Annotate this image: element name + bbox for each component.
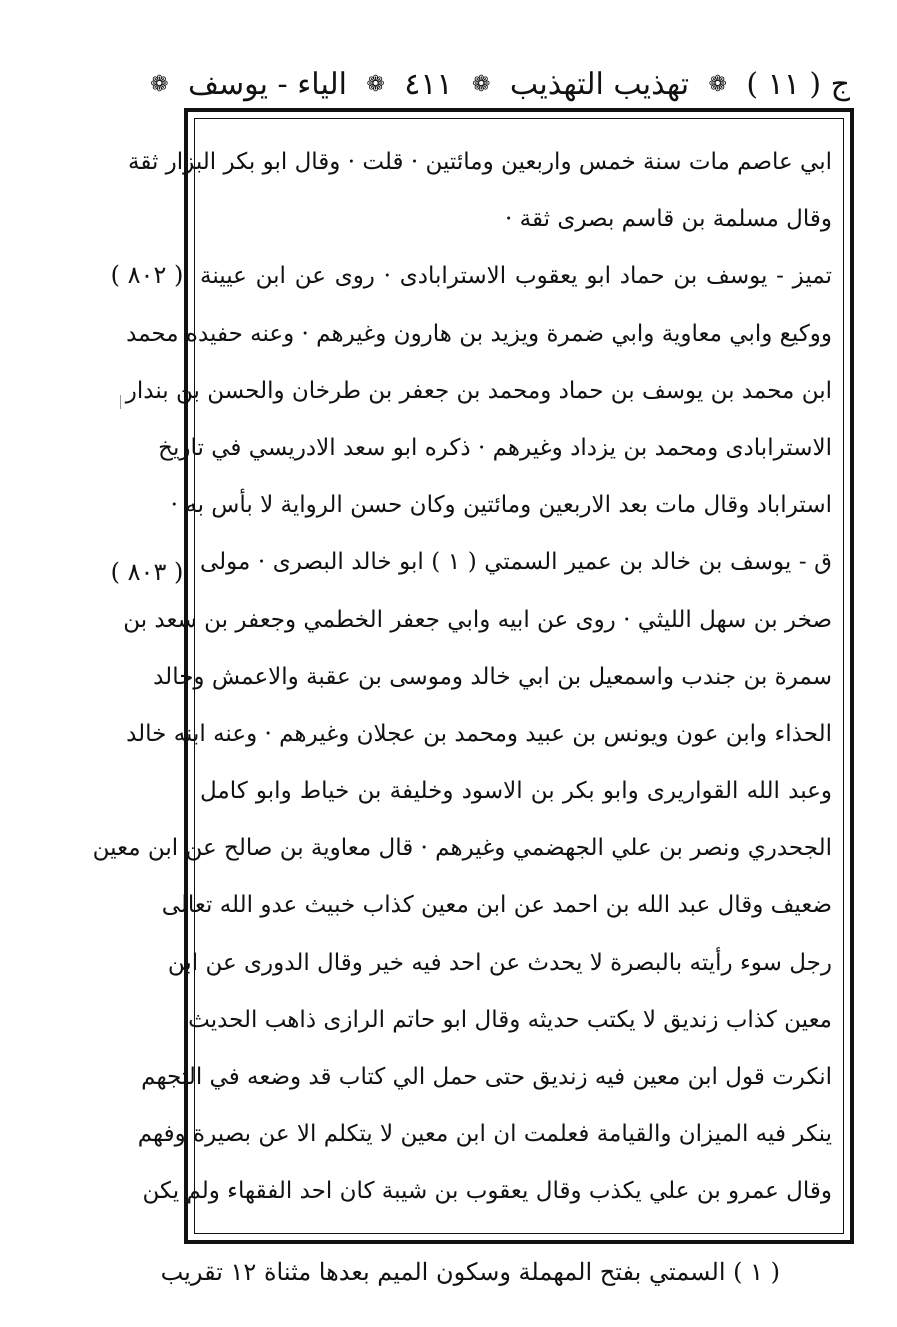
text-line: وقال مسلمة بن قاسم بصرى ثقة ·	[505, 206, 832, 233]
text-line: انكرت قول ابن معين فيه زنديق حتى حمل الي كتاب قد وضعه في التجهم	[141, 1064, 832, 1090]
text-line: معين كذاب زنديق لا يكتب حديثه وقال ابو حاتم الرازى ذاهب الحديث	[188, 1006, 832, 1033]
text-line: ووكيع وابي معاوية وابي ضمرة ويزيد بن هارون وغيرهم · وعنه حفيده محمد	[126, 320, 832, 347]
book-title: تهذيب التهذيب	[509, 67, 690, 102]
volume-label: ج ( ١١ )	[746, 67, 850, 102]
text-line: ق - يوسف بن خالد بن عمير السمتي ( ١ ) ابو خالد البصرى · مولى	[200, 549, 832, 576]
text-line: وعبد الله القواريرى وابو بكر بن الاسود وخليفة بن خياط وابو كامل	[200, 778, 832, 805]
text-line: صخر بن سهل الليثي · روى عن ابيه وابي جعفر الخطمي وجعفر بن سعد بن	[123, 606, 832, 633]
text-line: ينكر فيه الميزان والقيامة فعلمت ان ابن معين لا يتكلم الا عن بصيرة وفهم	[137, 1121, 832, 1148]
ornament-icon: ❁	[708, 72, 727, 97]
text-line: رجل سوء رأيته بالبصرة لا يحدث عن احد فيه خير وقال الدورى عن ابن	[167, 949, 832, 976]
text-line: وقال عمرو بن علي يكذب وقال يعقوب بن شيبة كان احد الفقهاء ولم يكن	[142, 1178, 832, 1205]
entry-number-803: ( ٨٠٣ )	[110, 558, 184, 586]
text-line: ابي عاصم مات سنة خمس واربعين ومائتين · قلت · وقال ابو بكر البزار ثقة	[127, 149, 832, 175]
text-line: ابن محمد بن يوسف بن حماد ومحمد بن جعفر بن طرخان والحسن بن بندار	[125, 377, 832, 404]
page-header	[150, 62, 850, 108]
section-label: الياء - يوسف	[187, 67, 347, 102]
text-line: استراباد وقال مات بعد الاربعين ومائتين وكان حسن الرواية لا بأس به ·	[170, 492, 832, 519]
text-line: الاسترابادى ومحمد بن يزداد وغيرهم · ذكره ابو سعد الادريسي في تاريخ	[158, 434, 832, 461]
text-line: سمرة بن جندب واسمعيل بن ابي خالد وموسى بن عقبة والاعمش وخالد	[153, 663, 832, 690]
margin-mark	[120, 395, 121, 409]
ornament-icon: ❁	[366, 72, 385, 97]
text-line: ضعيف وقال عبد الله بن احمد عن ابن معين كذاب خبيث عدو الله تعالى	[161, 892, 832, 919]
text-line: تميز - يوسف بن حماد ابو يعقوب الاسترابادى · روى عن ابن عيينة	[200, 263, 832, 290]
ornament-icon: ❁	[472, 72, 491, 97]
page-number: ٤١١	[404, 67, 453, 102]
entry-number-802: ( ٨٠٢ )	[110, 261, 184, 289]
text-line: الجحدري ونصر بن علي الجهضمي وغيرهم · قال معاوية بن صالح عن ابن معين	[92, 835, 832, 862]
text-line: الحذاء وابن عون ويونس بن عبيد ومحمد بن عجلان وغيرهم · وعنه ابنه خالد	[126, 720, 832, 747]
footnote: ( ١ ) السمتي بفتح المهملة وسكون الميم بعدها مثناة ١٢ تقريب	[160, 1258, 780, 1286]
ornament-icon: ❁	[150, 72, 169, 97]
